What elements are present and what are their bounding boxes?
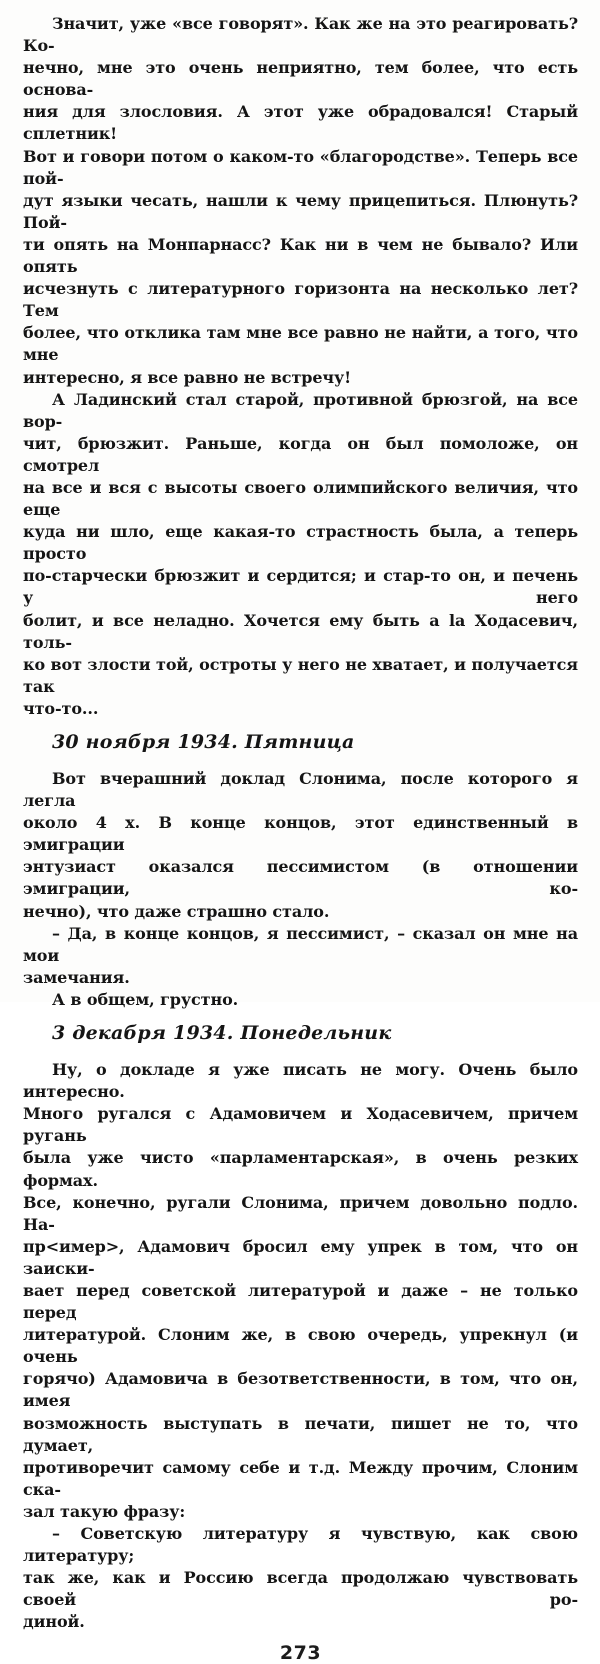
text-line: диной.	[23, 1612, 85, 1632]
text-line: противоречит самому себе и т.д. Между прочим, Слоним ска-	[23, 1457, 578, 1499]
text-line: Все, конечно, ругали Слонима, причем довольно подло. На-	[23, 1192, 578, 1234]
text-line: куда ни шло, еще какая-то страстность была, а теперь просто	[23, 522, 578, 564]
text-line: – Да, в конце концов, я пессимист, – сказал он мне на мои	[23, 923, 578, 965]
text-line: пр<имер>, Адамович бросил ему упрек в том, что он заиски-	[23, 1236, 578, 1278]
text-line: – Советскую литературу я чувствую, как свою литературу;	[23, 1524, 578, 1566]
text-line: исчезнуть с литературного горизонта на несколько лет? Тем	[23, 279, 578, 321]
text-line: ти опять на Монпарнасс? Как ни в чем не бывало? Или опять	[23, 234, 578, 277]
date-heading: 3 декабря 1934. Понедельник	[52, 1022, 392, 1045]
text-line: ко вот злости той, остроты у него не хватает, и получается так	[23, 654, 578, 696]
text-line: горячо) Адамовича в безответственности, в том, что он, имея	[23, 1369, 578, 1411]
page-number: 273	[279, 1642, 322, 1664]
text-line: А Ладинский стал старой, противной брюзгой, на все вор-	[23, 389, 578, 431]
text-line: возможность выступать в печати, пишет не то, что думает,	[23, 1413, 578, 1455]
text-line: что-то...	[23, 698, 99, 718]
text-line: чит, брюзжит. Раньше, когда он был помоложе, он смотрел	[23, 433, 578, 475]
paragraph	[23, 989, 578, 1011]
text-line: А в общем, грустно.	[52, 989, 239, 1009]
paragraph	[23, 768, 578, 923]
text-line: по-старчески брюзжит и сердится; и стар-то он, и печень у него	[23, 566, 578, 608]
text-line: Вот и говори потом о каком-то «благородстве». Теперь все пой-	[23, 146, 578, 188]
text-line: Ну, о докладе я уже писать не могу. Очень было интересно.	[23, 1060, 578, 1102]
paragraph	[23, 389, 578, 720]
paragraph	[23, 1523, 578, 1633]
text-line: около 4 х. В конце концов, этот единственный в эмиграции	[23, 813, 578, 855]
text-line: так же, как и Россию всегда продолжаю чувствовать своей ро-	[23, 1568, 578, 1610]
text-line: нечно, мне это очень неприятно, тем более, что есть основа-	[23, 58, 578, 100]
text-line: замечания.	[23, 967, 130, 987]
text-line: на все и вся с высоты своего олимпийского величия, что еще	[23, 477, 578, 520]
text-line: Вот вчерашний доклад Слонима, после которого я легла	[23, 769, 578, 811]
text-line: ния для злословия. А этот уже обрадовался! Старый сплетник!	[23, 102, 578, 144]
text-line: энтузиаст оказался пессимистом (в отношении эмиграции, ко-	[23, 857, 578, 899]
text-line: Значит, уже «все говорят». Как же на это реагировать? Ко-	[23, 14, 578, 56]
text-line: была уже чисто «парламентарская», в очень резких формах.	[23, 1148, 578, 1190]
paragraph	[23, 923, 578, 989]
text-line: дут языки чесать, нашли к чему прицепиться. Плюнуть? Пой-	[23, 190, 578, 232]
paragraph	[23, 13, 578, 389]
text-block	[23, 13, 578, 1664]
text-line: нечно), что даже страшно стало.	[23, 901, 330, 921]
text-line: более, что отклика там мне все равно не найти, а того, что мне	[23, 323, 578, 365]
text-line: Много ругался с Адамовичем и Ходасевичем, причем ругань	[23, 1104, 578, 1146]
text-line: вает перед советской литературой и даже – не только перед	[23, 1280, 578, 1323]
paragraph	[23, 1059, 578, 1523]
text-line: литературой. Слоним же, в свою очередь, упрекнул (и очень	[23, 1325, 578, 1367]
date-heading: 30 ноября 1934. Пятница	[52, 731, 355, 753]
text-line: зал такую фразу:	[23, 1501, 186, 1521]
text-line: интересно, я все равно не встречу!	[23, 367, 352, 387]
text-line: болит, и все неладно. Хочется ему быть a la Ходасевич, толь-	[23, 610, 578, 652]
